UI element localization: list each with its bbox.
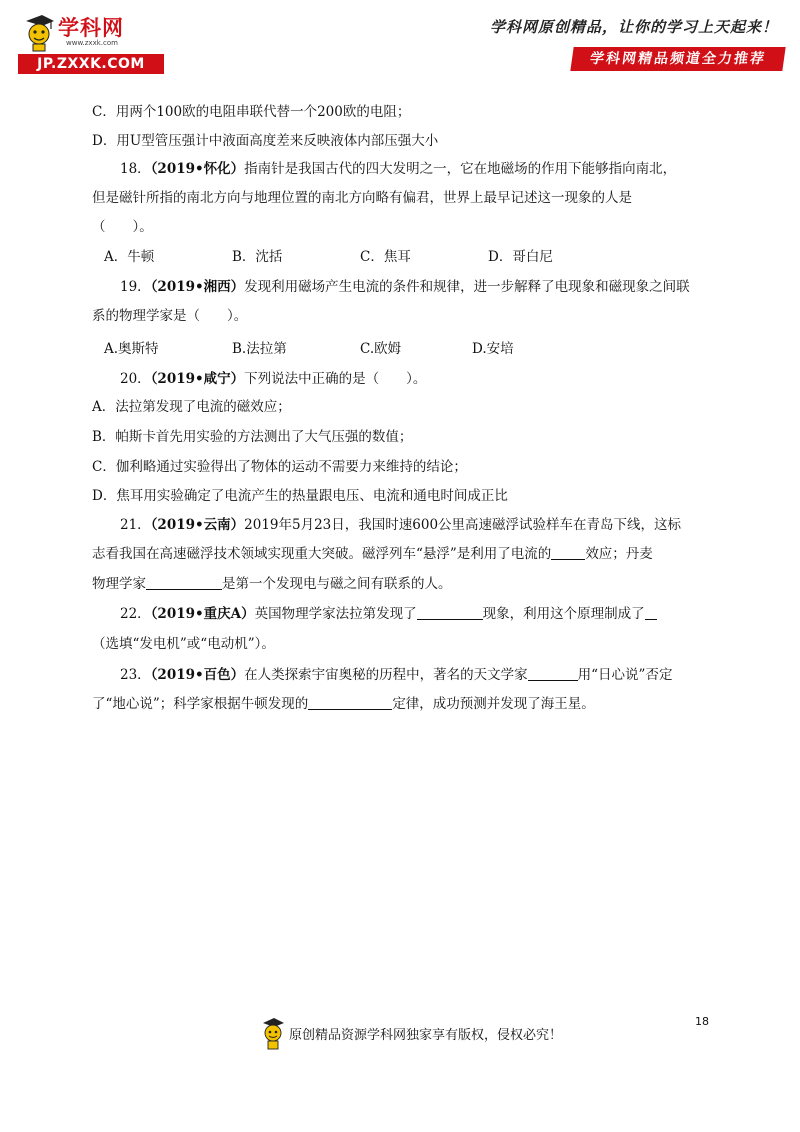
question-text: 英国物理学家法拉第发现了 [254, 606, 417, 622]
question-text: 定律，成功预测并发现了海王星。 [392, 696, 595, 712]
page-number: 18 [695, 1015, 709, 1028]
q23-line-1 [120, 663, 672, 683]
zxxk-logo[interactable] [14, 12, 164, 74]
question-text: 物理学家 [92, 576, 146, 592]
page-header [0, 0, 800, 80]
question-source-tag: （2019•重庆A） [150, 606, 255, 622]
option-d: D．哥白尼 [488, 249, 553, 265]
question-text: 效应；丹麦 [585, 546, 653, 562]
question-number: 19． [120, 279, 151, 295]
question-source-tag: （2019•云南） [150, 517, 245, 533]
logo-brand: 学科网 [58, 16, 124, 40]
question-text: 在人类探索宇宙奥秘的历程中，著名的天文学家 [244, 667, 528, 683]
q19-line-1 [120, 275, 690, 295]
q19-line-2: 系的物理学家是（ ）。 [92, 308, 248, 324]
question-source-tag: （2019•咸宁） [150, 371, 245, 387]
q21-line-2 [92, 542, 653, 562]
question-text: 发现利用磁场产生电流的条件和规律，进一步解释了电现象和磁现象之间联 [244, 279, 690, 295]
answer-blank[interactable] [146, 575, 222, 590]
q18-line-1 [120, 157, 676, 177]
question-number: 22． [120, 606, 151, 622]
answer-blank[interactable] [308, 695, 392, 710]
question-source-tag: （2019•湘西） [150, 279, 245, 295]
q18-line-3: （ ）。 [92, 219, 153, 235]
q19-options [104, 337, 514, 357]
mascot-icon [20, 12, 56, 52]
q22-line-2: （选填“发电机”或“电动机”）。 [92, 636, 275, 652]
question-number: 18． [120, 161, 151, 177]
header-slogan: 学科网原创精品，让你的学习上天起来！ [489, 18, 778, 36]
option-c: C．焦耳 [360, 249, 411, 265]
answer-blank[interactable] [551, 545, 585, 560]
copyright-notice: 原创精品资源学科网独家享有版权，侵权必究！ [289, 1028, 563, 1043]
question-text: 用“日心说”否定 [577, 667, 673, 683]
question-text: 现象，利用这个原理制成了 [482, 606, 645, 622]
logo-subtitle: www.zxxk.com [66, 39, 118, 47]
answer-blank[interactable] [645, 605, 657, 620]
question-number: 23． [120, 667, 151, 683]
q18-options [104, 245, 553, 265]
question-source-tag: （2019•怀化） [150, 161, 245, 177]
question-text: 是第一个发现电与磁之间有联系的人。 [222, 576, 452, 592]
channel-banner: 学科网精品频道全力推荐 [570, 47, 785, 71]
question-text: 志看我国在高速磁浮技术领域实现重大突破。磁浮列车“悬浮”是利用了电流的 [92, 546, 552, 562]
question-text: 下列说法中正确的是（ ）。 [244, 371, 427, 387]
q22-line-1 [120, 602, 657, 622]
option-c: C.欧姆 [360, 341, 402, 357]
logo-url-banner: JP.ZXXK.COM [18, 54, 164, 74]
question-source-tag: （2019•百色） [150, 667, 245, 683]
answer-blank[interactable] [528, 666, 578, 681]
question-number: 21． [120, 517, 151, 533]
q21-line-1 [120, 513, 681, 533]
q17-option-d: D．用U型管压强计中液面高度差来反映液体内部压强大小 [92, 133, 439, 149]
q20-line-1 [120, 367, 426, 387]
option-d: D.安培 [472, 341, 514, 357]
q20-option-d: D．焦耳用实验确定了电流产生的热量跟电压、电流和通电时间成正比 [92, 488, 508, 504]
q20-option-a: A．法拉第发现了电流的磁效应； [92, 399, 291, 415]
option-a: A.奥斯特 [104, 341, 159, 357]
q23-line-2 [92, 692, 595, 712]
q17-option-c: C．用两个100欧的电阻串联代替一个200欧的电阻； [92, 104, 411, 120]
q20-option-b: B．帕斯卡首先用实验的方法测出了大气压强的数值； [92, 429, 413, 445]
question-text: 了“地心说”；科学家根据牛顿发现的 [92, 696, 309, 712]
answer-blank[interactable] [417, 605, 483, 620]
question-text: 指南针是我国古代的四大发明之一，它在地磁场的作用下能够指向南北， [244, 161, 677, 177]
mascot-icon [260, 1016, 286, 1050]
question-text: 2019年5月23日，我国时速600公里高速磁浮试验样车在青岛下线，这标 [244, 517, 682, 533]
q20-option-c: C．伽利略通过实验得出了物体的运动不需要力来维持的结论； [92, 459, 467, 475]
q18-line-2: 但是磁针所指的南北方向与地理位置的南北方向略有偏君，世界上最早记述这一现象的人是 [92, 190, 632, 206]
option-a: A．牛顿 [104, 249, 155, 265]
option-b: B．沈括 [232, 249, 283, 265]
question-number: 20． [120, 371, 151, 387]
option-b: B.法拉第 [232, 341, 287, 357]
page-footer [0, 1012, 800, 1072]
q21-line-3 [92, 572, 452, 592]
